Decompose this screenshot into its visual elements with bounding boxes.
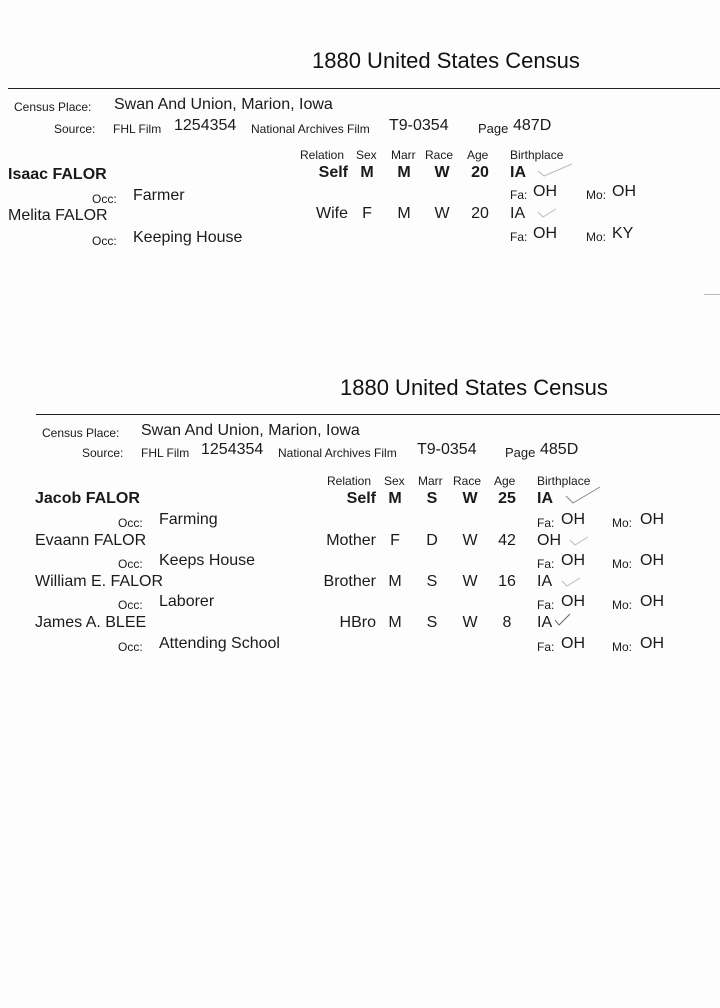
father-birthplace-label: Fa: <box>537 557 555 571</box>
occupation-label: Occ: <box>92 192 117 206</box>
col-header-marr: Marr <box>391 148 416 162</box>
father-birthplace: OH <box>533 225 557 242</box>
person-age: 25 <box>498 490 516 507</box>
mother-birthplace-label: Mo: <box>586 230 607 244</box>
census-place-value: Swan And Union, Marion, Iowa <box>141 422 360 439</box>
person-sex: M <box>388 614 402 631</box>
person-race: W <box>434 164 450 181</box>
mother-birthplace: OH <box>612 183 636 200</box>
col-header-marr: Marr <box>418 474 443 488</box>
na-film-label: National Archives Film <box>251 122 370 136</box>
person-race: W <box>434 205 450 222</box>
person-marital: S <box>426 490 438 507</box>
checkmark-icon <box>560 575 584 589</box>
person-sex: M <box>360 164 374 181</box>
occupation-label: Occ: <box>118 598 143 612</box>
scan-mark <box>704 294 720 295</box>
col-header-race: Race <box>425 148 454 162</box>
mother-birthplace: KY <box>612 225 634 242</box>
person-birthplace: IA <box>537 614 553 631</box>
col-header-birthplace: Birthplace <box>510 148 564 162</box>
col-header-sex: Sex <box>384 474 405 488</box>
person-name: James A. BLEE <box>35 614 147 631</box>
mother-birthplace: OH <box>640 635 664 652</box>
father-birthplace-label: Fa: <box>510 230 528 244</box>
record-title: 1880 United States Census <box>312 48 580 73</box>
page-number: 485D <box>540 441 579 458</box>
person-relation: Mother <box>326 532 376 549</box>
census-place-value: Swan And Union, Marion, Iowa <box>114 96 333 113</box>
page-label: Page <box>478 121 509 136</box>
person-age: 8 <box>502 614 512 631</box>
checkmark-icon <box>568 534 592 548</box>
father-birthplace: OH <box>561 593 585 610</box>
father-birthplace-label: Fa: <box>537 640 555 654</box>
col-header-birthplace: Birthplace <box>537 474 591 488</box>
na-film-number: T9-0354 <box>417 441 477 458</box>
person-name: Melita FALOR <box>8 207 108 224</box>
person-birthplace: OH <box>537 532 561 549</box>
person-birthplace: IA <box>537 573 553 590</box>
person-race: W <box>462 614 478 631</box>
col-header-relation: Relation <box>327 474 372 488</box>
father-birthplace: OH <box>561 635 585 652</box>
col-header-sex: Sex <box>356 148 377 162</box>
na-film-number: T9-0354 <box>389 117 449 134</box>
person-age: 42 <box>498 532 516 549</box>
header-rule <box>36 414 720 415</box>
occupation-value: Keeps House <box>159 552 256 569</box>
mother-birthplace: OH <box>640 593 664 610</box>
mother-birthplace: OH <box>640 511 664 528</box>
col-header-age: Age <box>494 474 516 488</box>
col-header-race: Race <box>453 474 482 488</box>
fhl-film-label: FHL Film <box>113 122 162 136</box>
person-race: W <box>462 573 478 590</box>
person-sex: M <box>388 490 402 507</box>
person-age: 16 <box>498 573 516 590</box>
checkmark-icon <box>536 206 560 220</box>
father-birthplace-label: Fa: <box>537 598 555 612</box>
person-marital: M <box>397 164 411 181</box>
person-marital: D <box>426 532 438 549</box>
father-birthplace: OH <box>561 552 585 569</box>
person-sex: M <box>388 573 402 590</box>
checkmark-icon <box>536 161 576 179</box>
census-place-label: Census Place: <box>14 100 92 114</box>
person-relation: Self <box>346 490 376 507</box>
occupation-label: Occ: <box>92 234 117 248</box>
census-place-label: Census Place: <box>42 426 120 440</box>
mother-birthplace-label: Mo: <box>612 598 633 612</box>
person-name: William E. FALOR <box>35 573 164 590</box>
father-birthplace-label: Fa: <box>510 188 528 202</box>
person-sex: F <box>390 532 400 549</box>
person-relation: HBro <box>339 614 376 631</box>
occupation-label: Occ: <box>118 640 143 654</box>
mother-birthplace-label: Mo: <box>612 557 633 571</box>
checkmark-icon <box>553 612 573 628</box>
father-birthplace-label: Fa: <box>537 516 555 530</box>
mother-birthplace-label: Mo: <box>612 516 633 530</box>
person-marital: S <box>426 573 438 590</box>
person-age: 20 <box>471 164 489 181</box>
occupation-label: Occ: <box>118 516 143 530</box>
father-birthplace: OH <box>561 511 585 528</box>
header-rule <box>8 88 720 89</box>
person-birthplace: IA <box>510 164 526 181</box>
person-race: W <box>462 532 478 549</box>
col-header-age: Age <box>467 148 489 162</box>
person-marital: S <box>426 614 438 631</box>
occupation-value: Attending School <box>159 635 280 652</box>
mother-birthplace: OH <box>640 552 664 569</box>
person-birthplace: IA <box>510 205 526 222</box>
mother-birthplace-label: Mo: <box>612 640 633 654</box>
person-race: W <box>462 490 478 507</box>
page-label: Page <box>505 445 536 460</box>
person-relation: Self <box>318 164 348 181</box>
person-age: 20 <box>471 205 489 222</box>
fhl-film-number: 1254354 <box>201 441 264 458</box>
occupation-value: Keeping House <box>133 229 243 246</box>
person-birthplace: IA <box>537 490 553 507</box>
fhl-film-label: FHL Film <box>141 446 190 460</box>
person-marital: M <box>397 205 411 222</box>
occupation-value: Farming <box>159 511 218 528</box>
person-name: Evaann FALOR <box>35 532 147 549</box>
person-sex: F <box>362 205 372 222</box>
col-header-relation: Relation <box>300 148 345 162</box>
person-relation: Wife <box>316 205 348 222</box>
checkmark-icon <box>564 484 604 506</box>
person-name: Jacob FALOR <box>35 490 140 507</box>
occupation-label: Occ: <box>118 557 143 571</box>
mother-birthplace-label: Mo: <box>586 188 607 202</box>
source-label: Source: <box>82 446 124 460</box>
person-relation: Brother <box>323 573 376 590</box>
na-film-label: National Archives Film <box>278 446 397 460</box>
occupation-value: Laborer <box>159 593 215 610</box>
occupation-value: Farmer <box>133 187 185 204</box>
father-birthplace: OH <box>533 183 557 200</box>
record-title: 1880 United States Census <box>340 375 608 400</box>
source-label: Source: <box>54 122 96 136</box>
fhl-film-number: 1254354 <box>174 117 237 134</box>
person-name: Isaac FALOR <box>8 166 107 183</box>
page-number: 487D <box>513 117 552 134</box>
